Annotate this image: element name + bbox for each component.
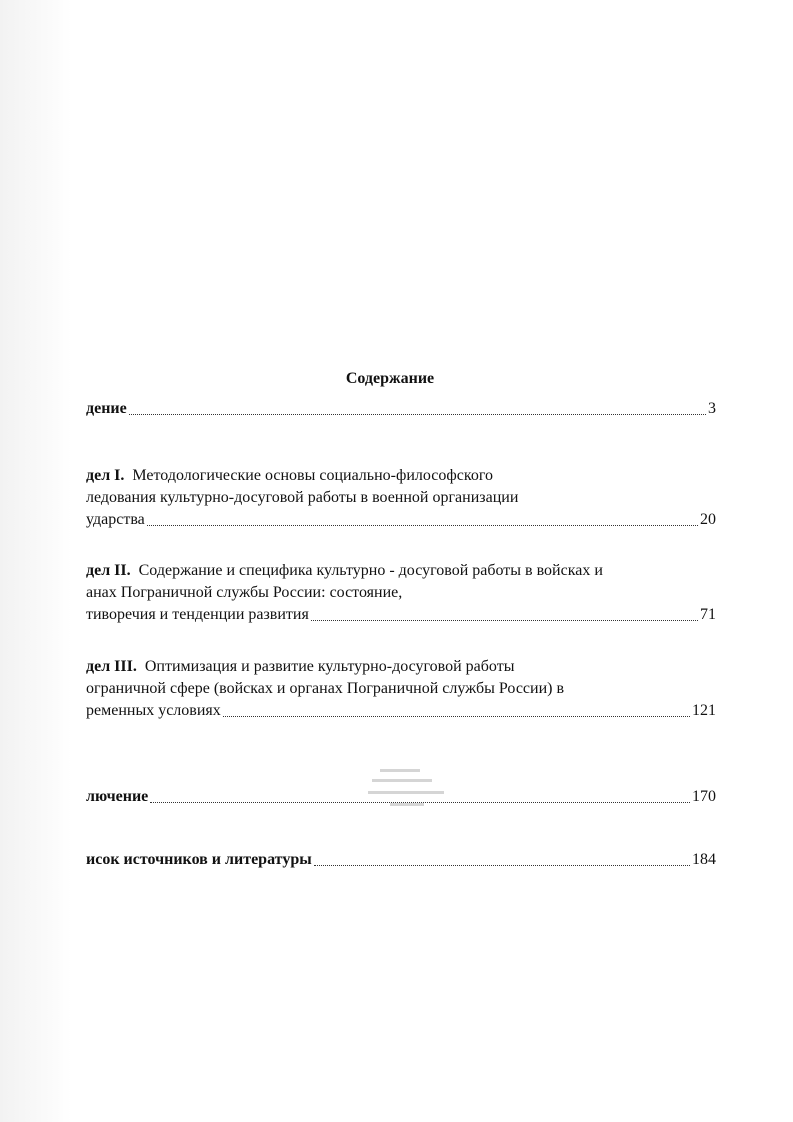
toc-entry-label: Методологические основы социально-философского	[132, 467, 493, 484]
toc-entry-section-1	[86, 465, 716, 531]
dot-leader	[129, 413, 706, 415]
dot-leader	[314, 864, 690, 866]
toc-page-number: 3	[708, 400, 716, 417]
toc-entry-section-3	[86, 656, 716, 722]
toc-title: Содержание	[345, 370, 435, 387]
toc-entry-label: лючение	[86, 788, 149, 805]
toc-entry-label: исок источников и литературы	[86, 851, 312, 868]
toc-entry-label: Оптимизация и развитие культурно-досуговой работы	[144, 658, 515, 675]
section-number: дел I.	[86, 467, 125, 484]
toc-entry-label: Содержание и специфика культурно - досуговой работы в войсках и	[138, 562, 603, 579]
toc-entry-conclusion	[86, 786, 716, 808]
toc-page-number: 184	[692, 851, 716, 868]
dot-leader	[223, 715, 690, 717]
toc-entry-label: дение	[86, 400, 127, 417]
section-number: дел III.	[86, 658, 137, 675]
toc-entry-label: тиворечия и тенденции развития	[86, 606, 309, 623]
toc-entry-label: ледования культурно-досуговой работы в военной организации	[86, 489, 519, 506]
dot-leader	[150, 801, 690, 803]
toc-entry-label: ударства	[86, 511, 145, 528]
section-number: дел II.	[86, 562, 131, 579]
toc-entry-label: ременных условиях	[86, 702, 221, 719]
toc-page-number: 121	[692, 702, 716, 719]
toc-page-number: 71	[700, 606, 716, 623]
toc-entry-section-2	[86, 560, 716, 626]
dot-leader	[147, 524, 698, 526]
toc-entry-bibliography	[86, 849, 716, 871]
toc-page-number: 170	[692, 788, 716, 805]
dot-leader	[311, 619, 698, 621]
toc-page-number: 20	[700, 511, 716, 528]
scan-shadow-edge	[0, 0, 72, 1122]
toc-entry-label: ограничной сфере (войсках и органах Пограничной службы России) в	[86, 680, 565, 697]
toc-entry-label: анах Пограничной службы России: состояние,	[86, 584, 403, 601]
toc-entry-introduction	[86, 398, 716, 420]
